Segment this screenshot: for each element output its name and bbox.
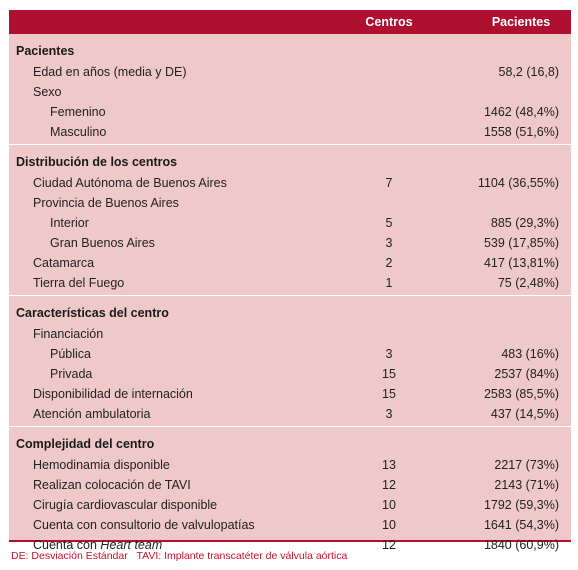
cell-pacientes: 483 (16%) [501, 347, 559, 361]
footnote-de: DE: Desviación Estándar [11, 550, 128, 562]
table-row [9, 384, 571, 404]
row-label-text: Atención ambulatoria [33, 407, 151, 421]
row-label-text: Financiación [33, 327, 104, 341]
section-title: Complejidad del centro [16, 437, 155, 451]
cell-pacientes: 58,2 (16,8) [498, 65, 559, 79]
row-label [50, 344, 91, 364]
cell-centros: 15 [382, 387, 396, 401]
cell-pacientes: 1641 (54,3%) [483, 518, 559, 532]
row-label [50, 364, 92, 384]
row-label [33, 515, 255, 535]
table-body [9, 34, 571, 557]
cell-centros: 3 [385, 407, 393, 421]
row-label [33, 253, 94, 273]
cell-pacientes: 885 (29,3%) [490, 216, 559, 230]
cell-pacientes: 1104 (36,55%) [477, 176, 559, 190]
row-label [50, 233, 155, 253]
row-label [33, 455, 170, 475]
cell-pacientes: 1558 (51,6%) [483, 125, 559, 139]
cell-centros: 1 [385, 276, 393, 290]
header-centros: Centros [365, 15, 413, 29]
table-row [9, 324, 571, 344]
cell-pacientes: 1792 (59,3%) [483, 498, 559, 512]
row-label [33, 404, 150, 424]
row-label [50, 102, 106, 122]
row-label-text: Cuenta con [33, 538, 101, 552]
cell-centros: 12 [382, 538, 396, 552]
cell-pacientes: 2217 (73%) [494, 458, 559, 472]
table-row [9, 173, 571, 193]
data-table [9, 10, 571, 552]
table-row [9, 273, 571, 293]
row-label-text: Disponibilidad de internación [33, 387, 193, 401]
cell-pacientes: 417 (13,81%) [483, 256, 559, 270]
row-label-text: Femenino [50, 105, 106, 119]
row-label [33, 495, 217, 515]
row-label [33, 475, 191, 495]
row-label [33, 273, 124, 293]
section-title: Características del centro [16, 306, 169, 320]
row-label-text: Tierra del Fuego [33, 276, 125, 290]
table-row [9, 364, 571, 384]
cell-centros: 2 [385, 256, 393, 270]
row-label [50, 213, 89, 233]
table-row [9, 62, 571, 82]
row-label [50, 122, 106, 142]
table-header [9, 11, 571, 34]
cell-centros: 15 [382, 367, 396, 381]
cell-centros: 7 [385, 176, 393, 190]
row-label-text: Privada [50, 367, 93, 381]
header-pacientes: Pacientes [491, 15, 551, 29]
row-label-text: Provincia de Buenos Aires [33, 196, 179, 210]
row-label [33, 82, 62, 102]
cell-pacientes: 539 (17,85%) [483, 236, 559, 250]
table-row [9, 475, 571, 495]
row-label [33, 324, 103, 344]
row-label-text: Gran Buenos Aires [50, 236, 155, 250]
table-row [9, 455, 571, 475]
row-label [33, 384, 193, 404]
row-label-text: Realizan colocación de TAVI [33, 478, 191, 492]
cell-centros: 3 [385, 347, 393, 361]
row-label [33, 193, 179, 213]
section-title: Pacientes [16, 44, 75, 58]
table-section [9, 426, 571, 557]
table-row [9, 495, 571, 515]
table-row [9, 515, 571, 535]
cell-pacientes: 75 (2,48%) [497, 276, 559, 290]
table-row [9, 404, 571, 424]
row-label-text: Hemodinamia disponible [33, 458, 170, 472]
table-row [9, 344, 571, 364]
table-section [9, 144, 571, 295]
row-label-text: Pública [50, 347, 91, 361]
cell-centros: 12 [382, 478, 396, 492]
row-label-text: Cuenta con consultorio de valvulopatías [33, 518, 255, 532]
row-label-text: Edad en años (media y DE) [33, 65, 187, 79]
row-label [33, 62, 187, 82]
cell-pacientes: 1462 (48,4%) [483, 105, 559, 119]
row-label-text: Interior [50, 216, 89, 230]
table-section [9, 34, 571, 144]
row-label-text: Cirugía cardiovascular disponible [33, 498, 218, 512]
cell-centros: 5 [385, 216, 393, 230]
footnote [11, 550, 353, 562]
row-label-text: Masculino [50, 125, 107, 139]
cell-pacientes: 437 (14,5%) [490, 407, 559, 421]
table-row [9, 193, 571, 213]
row-label-text: Catamarca [33, 256, 95, 270]
cell-pacientes: 2583 (85,5%) [483, 387, 559, 401]
row-label [33, 173, 227, 193]
cell-centros: 13 [382, 458, 396, 472]
table-row [9, 122, 571, 142]
table-row [9, 213, 571, 233]
cell-centros: 10 [382, 498, 396, 512]
cell-centros: 10 [382, 518, 396, 532]
row-label-text: Sexo [33, 85, 62, 99]
cell-pacientes: 2537 (84%) [494, 367, 559, 381]
table-row [9, 102, 571, 122]
cell-pacientes: 1840 (60,9%) [483, 538, 559, 552]
section-title: Distribución de los centros [16, 155, 178, 169]
cell-pacientes: 2143 (71%) [494, 478, 559, 492]
cell-centros: 3 [385, 236, 393, 250]
table-section [9, 295, 571, 426]
footnote-tavi: TAVI: Implante transcatéter de válvula aórtica [136, 550, 348, 562]
table-row [9, 233, 571, 253]
row-label-italic: Heart team [100, 538, 163, 552]
table-row [9, 253, 571, 273]
table-row [9, 82, 571, 102]
row-label-text: Ciudad Autónoma de Buenos Aires [33, 176, 227, 190]
